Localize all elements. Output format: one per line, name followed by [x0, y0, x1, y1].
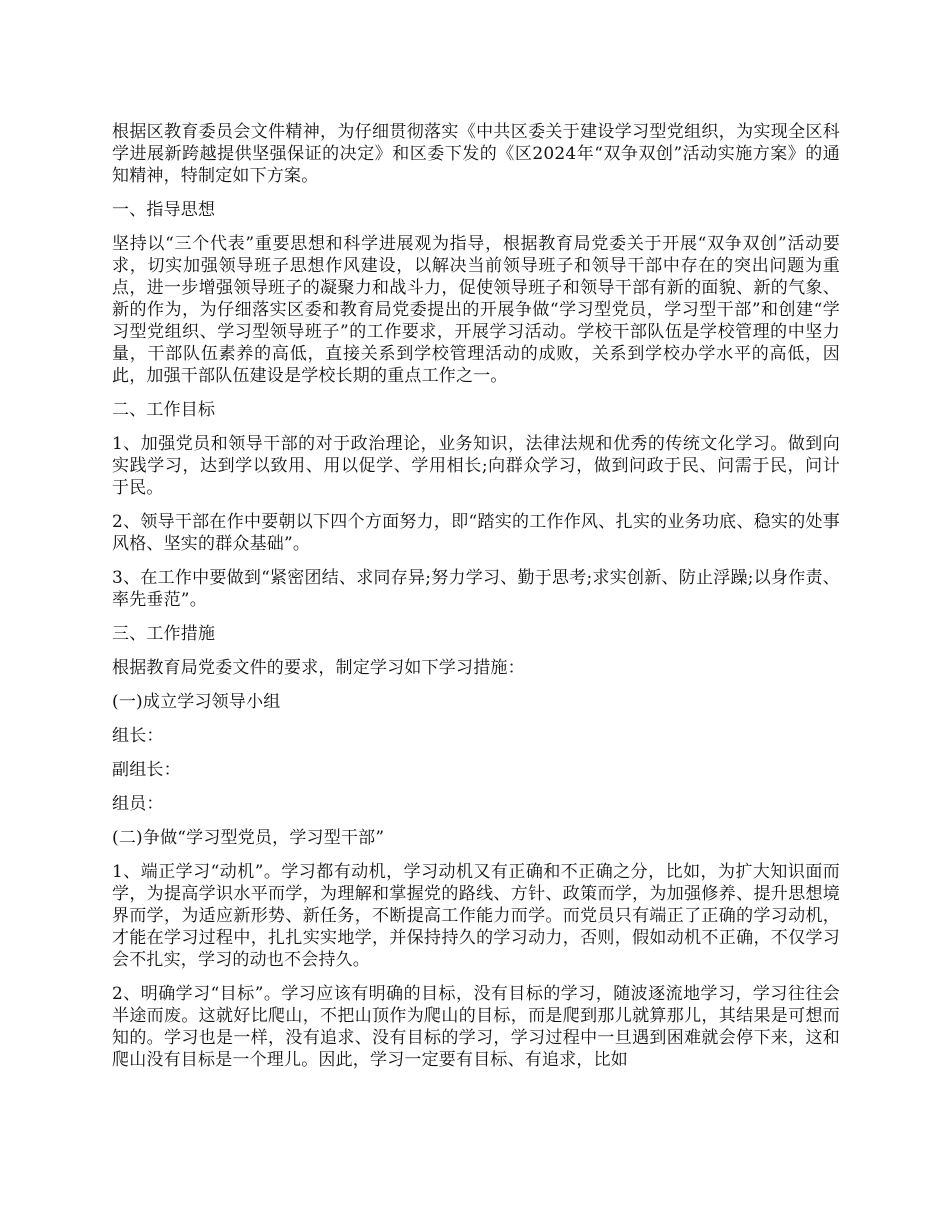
intro-paragraph: 根据区教育委员会文件精神，为仔细贯彻落实《中共区委关于建设学习型党组织，为实现全区科学进展新跨越提供坚强保证的决定》和区委下发的《区2024年“双争双创”活动实施方案》的通知精神，特制定如下方案。 — [112, 122, 840, 186]
subsection-heading-study-group: (一)成立学习领导小组 — [112, 692, 281, 712]
subsection-heading-learning-party-member: (二)争做“学习型党员，学习型干部” — [112, 828, 385, 848]
vice-leader-label: 副组长： — [112, 760, 181, 780]
guiding-thought-paragraph: 坚持以“三个代表”重要思想和科学进展观为指导，根据教育局党委关于开展“双争双创”活动要求，切实加强领导班子思想作风建设，以解决当前领导班子和领导干部中存在的突出问题为重点，进一步增强领导班子的凝聚力和战斗力，促使领导班子和领导干部有新的面貌、新的气象、新的作为，为仔细落实区委和教育局党委提出的开展争做“学习型党员，学习型干部”和创建“学习型党组织、学习型领导班子”的工作要求，开展学习活动。学校干部队伍是学校管理的中坚力量，干部队伍素养的高低，直接关系到学校管理活动的成败，关系到学校办学水平的高低，因此，加强干部队伍建设是学校长期的重点工作之一。 — [112, 234, 840, 386]
goal-item-1: 1、加强党员和领导干部的对于政治理论，业务知识，法律法规和优秀的传统文化学习。做到向实践学习，达到学以致用、用以促学、学用相长;向群众学习，做到问政于民、问需于民，问计于民。 — [112, 434, 840, 498]
goal-item-2: 2、领导干部在作中要朝以下四个方面努力，即“踏实的工作作风、扎实的业务功底、稳实的处事风格、坚实的群众基础”。 — [112, 512, 840, 554]
section-heading-work-goals: 二、工作目标 — [112, 400, 216, 420]
measures-intro: 根据教育局党委文件的要求，制定学习如下学习措施： — [112, 658, 525, 678]
group-member-label: 组员： — [112, 794, 164, 814]
section-heading-guiding-thought: 一、指导思想 — [112, 200, 216, 220]
goal-item-3: 3、在工作中要做到“紧密团结、求同存异;努力学习、勤于思考;求实创新、防止浮躁;以身作责、率先垂范”。 — [112, 568, 840, 610]
measure-item-2: 2、明确学习“目标”。学习应该有明确的目标，没有目标的学习，随波逐流地学习，学习往往会半途而废。这就好比爬山，不把山顶作为爬山的目标，而是爬到那儿就算那儿，其结果是可想而知的。学习也是一样，没有追求、没有目标的学习，学习过程中一旦遇到困难就会停下来，这和爬山没有目标是一个理儿。因此，学习一定要有目标、有追求，比如 — [112, 984, 840, 1070]
measure-item-1: 1、端正学习“动机”。学习都有动机，学习动机又有正确和不正确之分，比如，为扩大知识面而学，为提高学识水平而学，为理解和掌握党的路线、方针、政策而学，为加强修养、提升思想境界而学，为适应新形势、新任务，不断提高工作能力而学。而党员只有端正了正确的学习动机，才能在学习过程中，扎扎实实地学，并保持持久的学习动力，否则，假如动机不正确，不仅学习会不扎实，学习的动也不会持久。 — [112, 862, 840, 970]
section-heading-work-measures: 三、工作措施 — [112, 624, 216, 644]
group-leader-label: 组长： — [112, 726, 164, 746]
document-page — [112, 121, 840, 1083]
